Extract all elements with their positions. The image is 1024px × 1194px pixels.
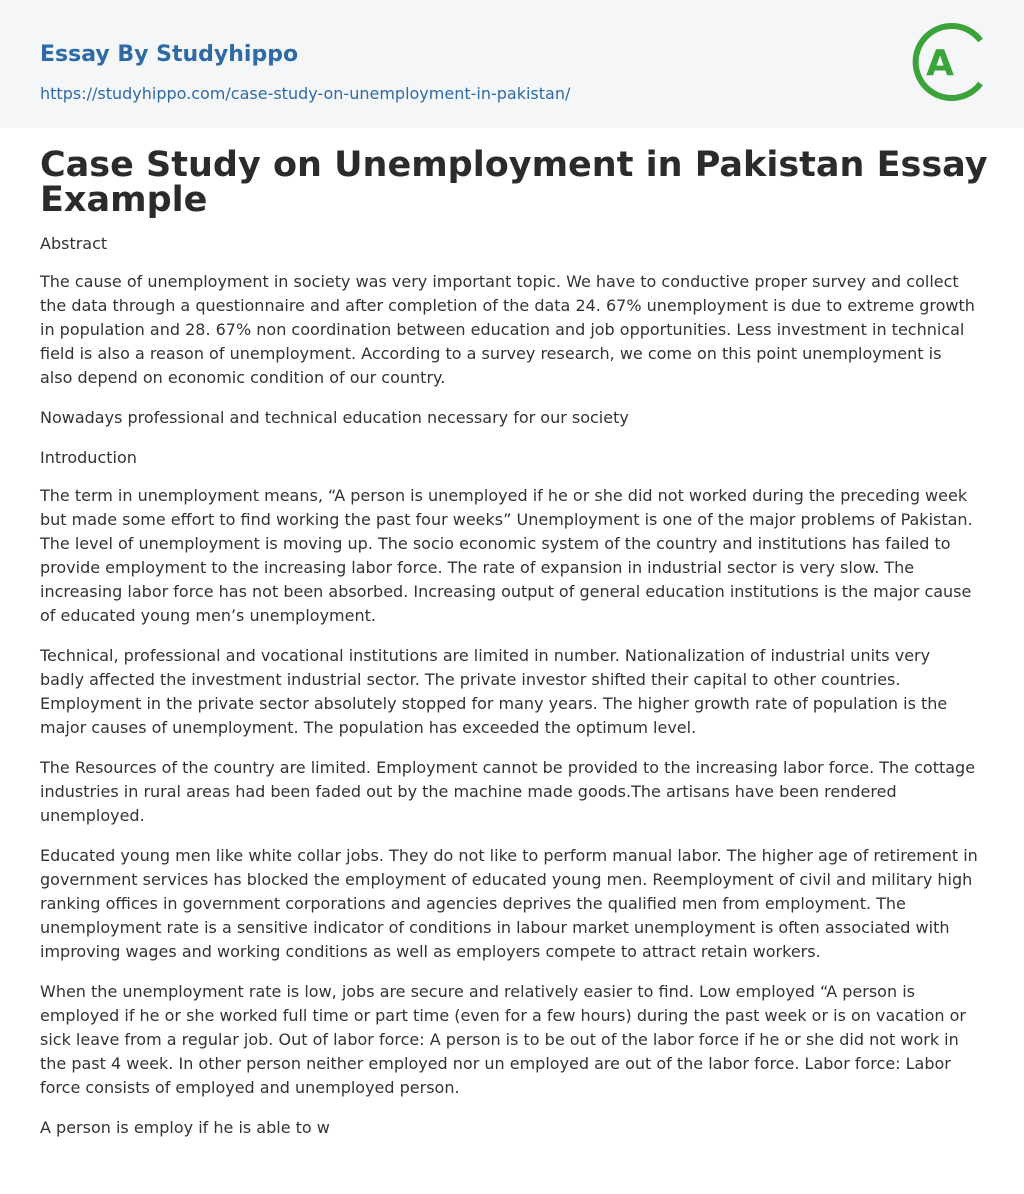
paragraph: When the unemployment rate is low, jobs are secure and relatively easier to find. Low employed “A person is employed if he or she worked full time or part time (even for a few hours) during the past week or is on vacation or sick leave from a regular job. Out of labor force: A person is to be out of the labor force if he or she did not work in the past 4 week. In other person neither employed nor un employed are out of the labor force. Labor force: Labor force consists of employed and unemployed person. [40, 982, 966, 1097]
section-heading-abstract: Abstract [40, 234, 108, 253]
site-brand[interactable]: Essay By Studyhippo [40, 42, 299, 67]
paragraph: Nowadays professional and technical education necessary for our society [40, 408, 629, 427]
paragraph: Educated young men like white collar jobs. They do not like to perform manual labor. The higher age of retirement in government services has blocked the employment of educated young men. Reemployment of civil and military high ranking offices in government corporations and agencies deprives the qualified men from employment. The unemployment rate is a sensitive indicator of conditions in labour market unemployment is often associated with improving wages and working conditions as well as employers compete to attract retain workers. [40, 846, 978, 961]
paragraph: The cause of unemployment in society was very important topic. We have to conductive proper survey and collect the data through a questionnaire and after completion of the data 24. 67% unemployment is due to extreme growth in population and 28. 67% non coordination between education and job opportunities. Less investment in technical field is also a reason of unemployment. According to a survey research, we come on this point unemployment is also depend on economic condition of our country. [40, 272, 975, 387]
page-header [0, 0, 1024, 128]
logo-letter: A [926, 43, 954, 84]
section-heading-introduction: Introduction [40, 448, 137, 467]
article-body [40, 232, 978, 1156]
essay-url-link[interactable]: https://studyhippo.com/case-study-on-unemployment-in-pakistan/ [40, 84, 571, 103]
studyhippo-logo-icon[interactable] [912, 18, 988, 106]
page-title: Case Study on Unemployment in Pakistan Essay Example [40, 145, 988, 220]
paragraph: The term in unemployment means, “A person is unemployed if he or she did not worked during the preceding week but made some effort to find working the past four weeks” Unemployment is one of the major problems of Pakistan. The level of unemployment is moving up. The socio economic system of the country and institutions has failed to provide employment to the increasing labor force. The rate of expansion in industrial sector is very slow. The increasing labor force has not been absorbed. Increasing output of general education institutions is the major cause of educated young men’s unemployment. [40, 486, 973, 625]
paragraph: Technical, professional and vocational institutions are limited in number. Nationalization of industrial units very badly affected the investment industrial sector. The private investor shifted their capital to other countries. Employment in the private sector absolutely stopped for many years. The higher growth rate of population is the major causes of unemployment. The population has exceeded the optimum level. [40, 646, 948, 737]
paragraph: A person is employ if he is able to w [40, 1118, 330, 1137]
paragraph: The Resources of the country are limited. Employment cannot be provided to the increasing labor force. The cottage industries in rural areas had been faded out by the machine made goods.The artisans have been rendered unemployed. [40, 758, 976, 825]
